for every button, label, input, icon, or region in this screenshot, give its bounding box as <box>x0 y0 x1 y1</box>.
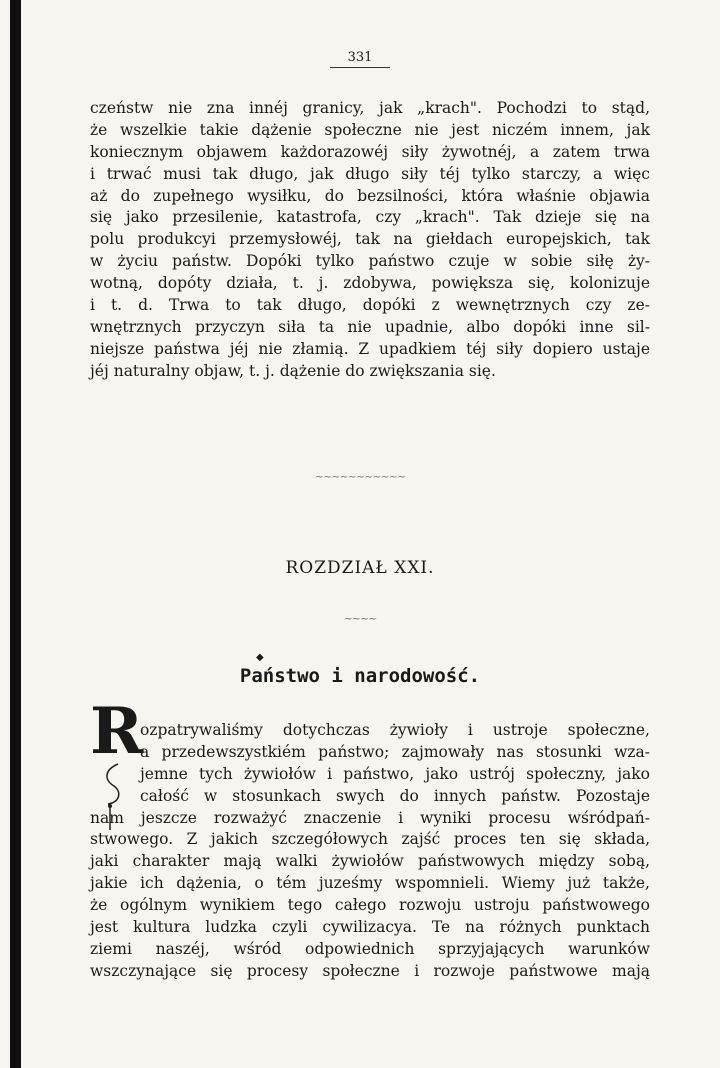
ornament-divider-small: ~~~~ <box>343 612 377 625</box>
text-line: i trwać musi tak długo, jak długo siły téj tylko starczy, a więc <box>90 164 650 183</box>
text-line: i t. d. Trwa to tak długo, dopóki z wewnętrznych czy ze- <box>90 296 650 315</box>
text-line: jaki charakter mają walki żywiołów państwowych między sobą, <box>90 852 650 871</box>
text-line: jéj naturalny objaw, t. j. dążenie do zwiększania się. <box>90 361 496 380</box>
text-line: jakie ich dążenia, o tém juześmy wspomnieli. Wiemy już także, <box>90 874 650 893</box>
text-line: w życiu państw. Dopóki tylko państwo czuje w sobie siłę ży- <box>90 252 650 271</box>
text-line: że ogólnym wynikiem tego całego rozwoju ustroju państwowego <box>90 896 650 915</box>
text-line: polu produkcyi przemysłowéj, tak na giełdach europejskich, tak <box>90 230 650 249</box>
text-line: koniecznym objawem każdorazowéj siły żywotnéj, a zatem trwa <box>90 142 650 161</box>
text-line: aż do zupełnego wysiłku, do bezsilności, która właśnie objawia <box>90 186 650 205</box>
paragraph-continuation <box>90 98 650 383</box>
text-line: wotną, dopóty działa, t. j. zdobywa, powiększa się, kolonizuje <box>90 274 650 293</box>
text-line: a przedewszystkiém państwo; zajmowały nas stosunki wza- <box>140 742 650 761</box>
text-line: niejsze państwa jéj nie złamią. Z upadkiem téj siły dopiero ustaje <box>90 339 650 358</box>
text-line: całość w stosunkach swych do innych państw. Pozostaje <box>140 786 650 805</box>
drop-cap-letter: R <box>90 694 144 769</box>
title-dot-ornament: ◆ <box>256 652 264 663</box>
page-number: 331 <box>330 50 390 68</box>
text-line: nam jeszcze rozważyć znaczenie i wyniki procesu wśródpań- <box>90 808 650 827</box>
paragraph-body <box>90 720 650 983</box>
text-line: ziemi naszéj, wśród odpowiednich sprzyjających warunków <box>90 939 650 958</box>
text-line: jest kultura ludzka czyli cywilizacya. Te na różnych punktach <box>90 918 650 937</box>
text-line: wszczynające się procesy społeczne i rozwoje państwowe mają <box>90 961 650 980</box>
text-line: się jako przesilenie, katastrofa, czy „krach". Tak dzieje się na <box>90 208 650 227</box>
ornament-divider: ~~~~~~~~~~~ <box>314 470 406 483</box>
text-line: ozpatrywaliśmy dotychczas żywioły i ustroje społeczne, <box>140 721 650 739</box>
binding-edge <box>10 0 21 1068</box>
text-line: czeństw nie zna innéj granicy, jak „krach". Pochodzi to stąd, <box>90 99 650 117</box>
text-line: że wszelkie takie dążenie społeczne nie jest niczém innem, jak <box>90 120 650 139</box>
chapter-heading: ROZDZIAŁ XXI. <box>285 558 435 578</box>
text-line: jemne tych żywiołów i państwo, jako ustrój społeczny, jako <box>140 764 650 783</box>
section-title: Państwo i narodowość. <box>239 665 481 687</box>
text-line: wnętrznych przyczyn siła ta nie upadnie, albo dopóki inne sil- <box>90 317 650 336</box>
text-line: stwowego. Z jakich szczegółowych zajść proces ten się składa, <box>90 830 650 849</box>
